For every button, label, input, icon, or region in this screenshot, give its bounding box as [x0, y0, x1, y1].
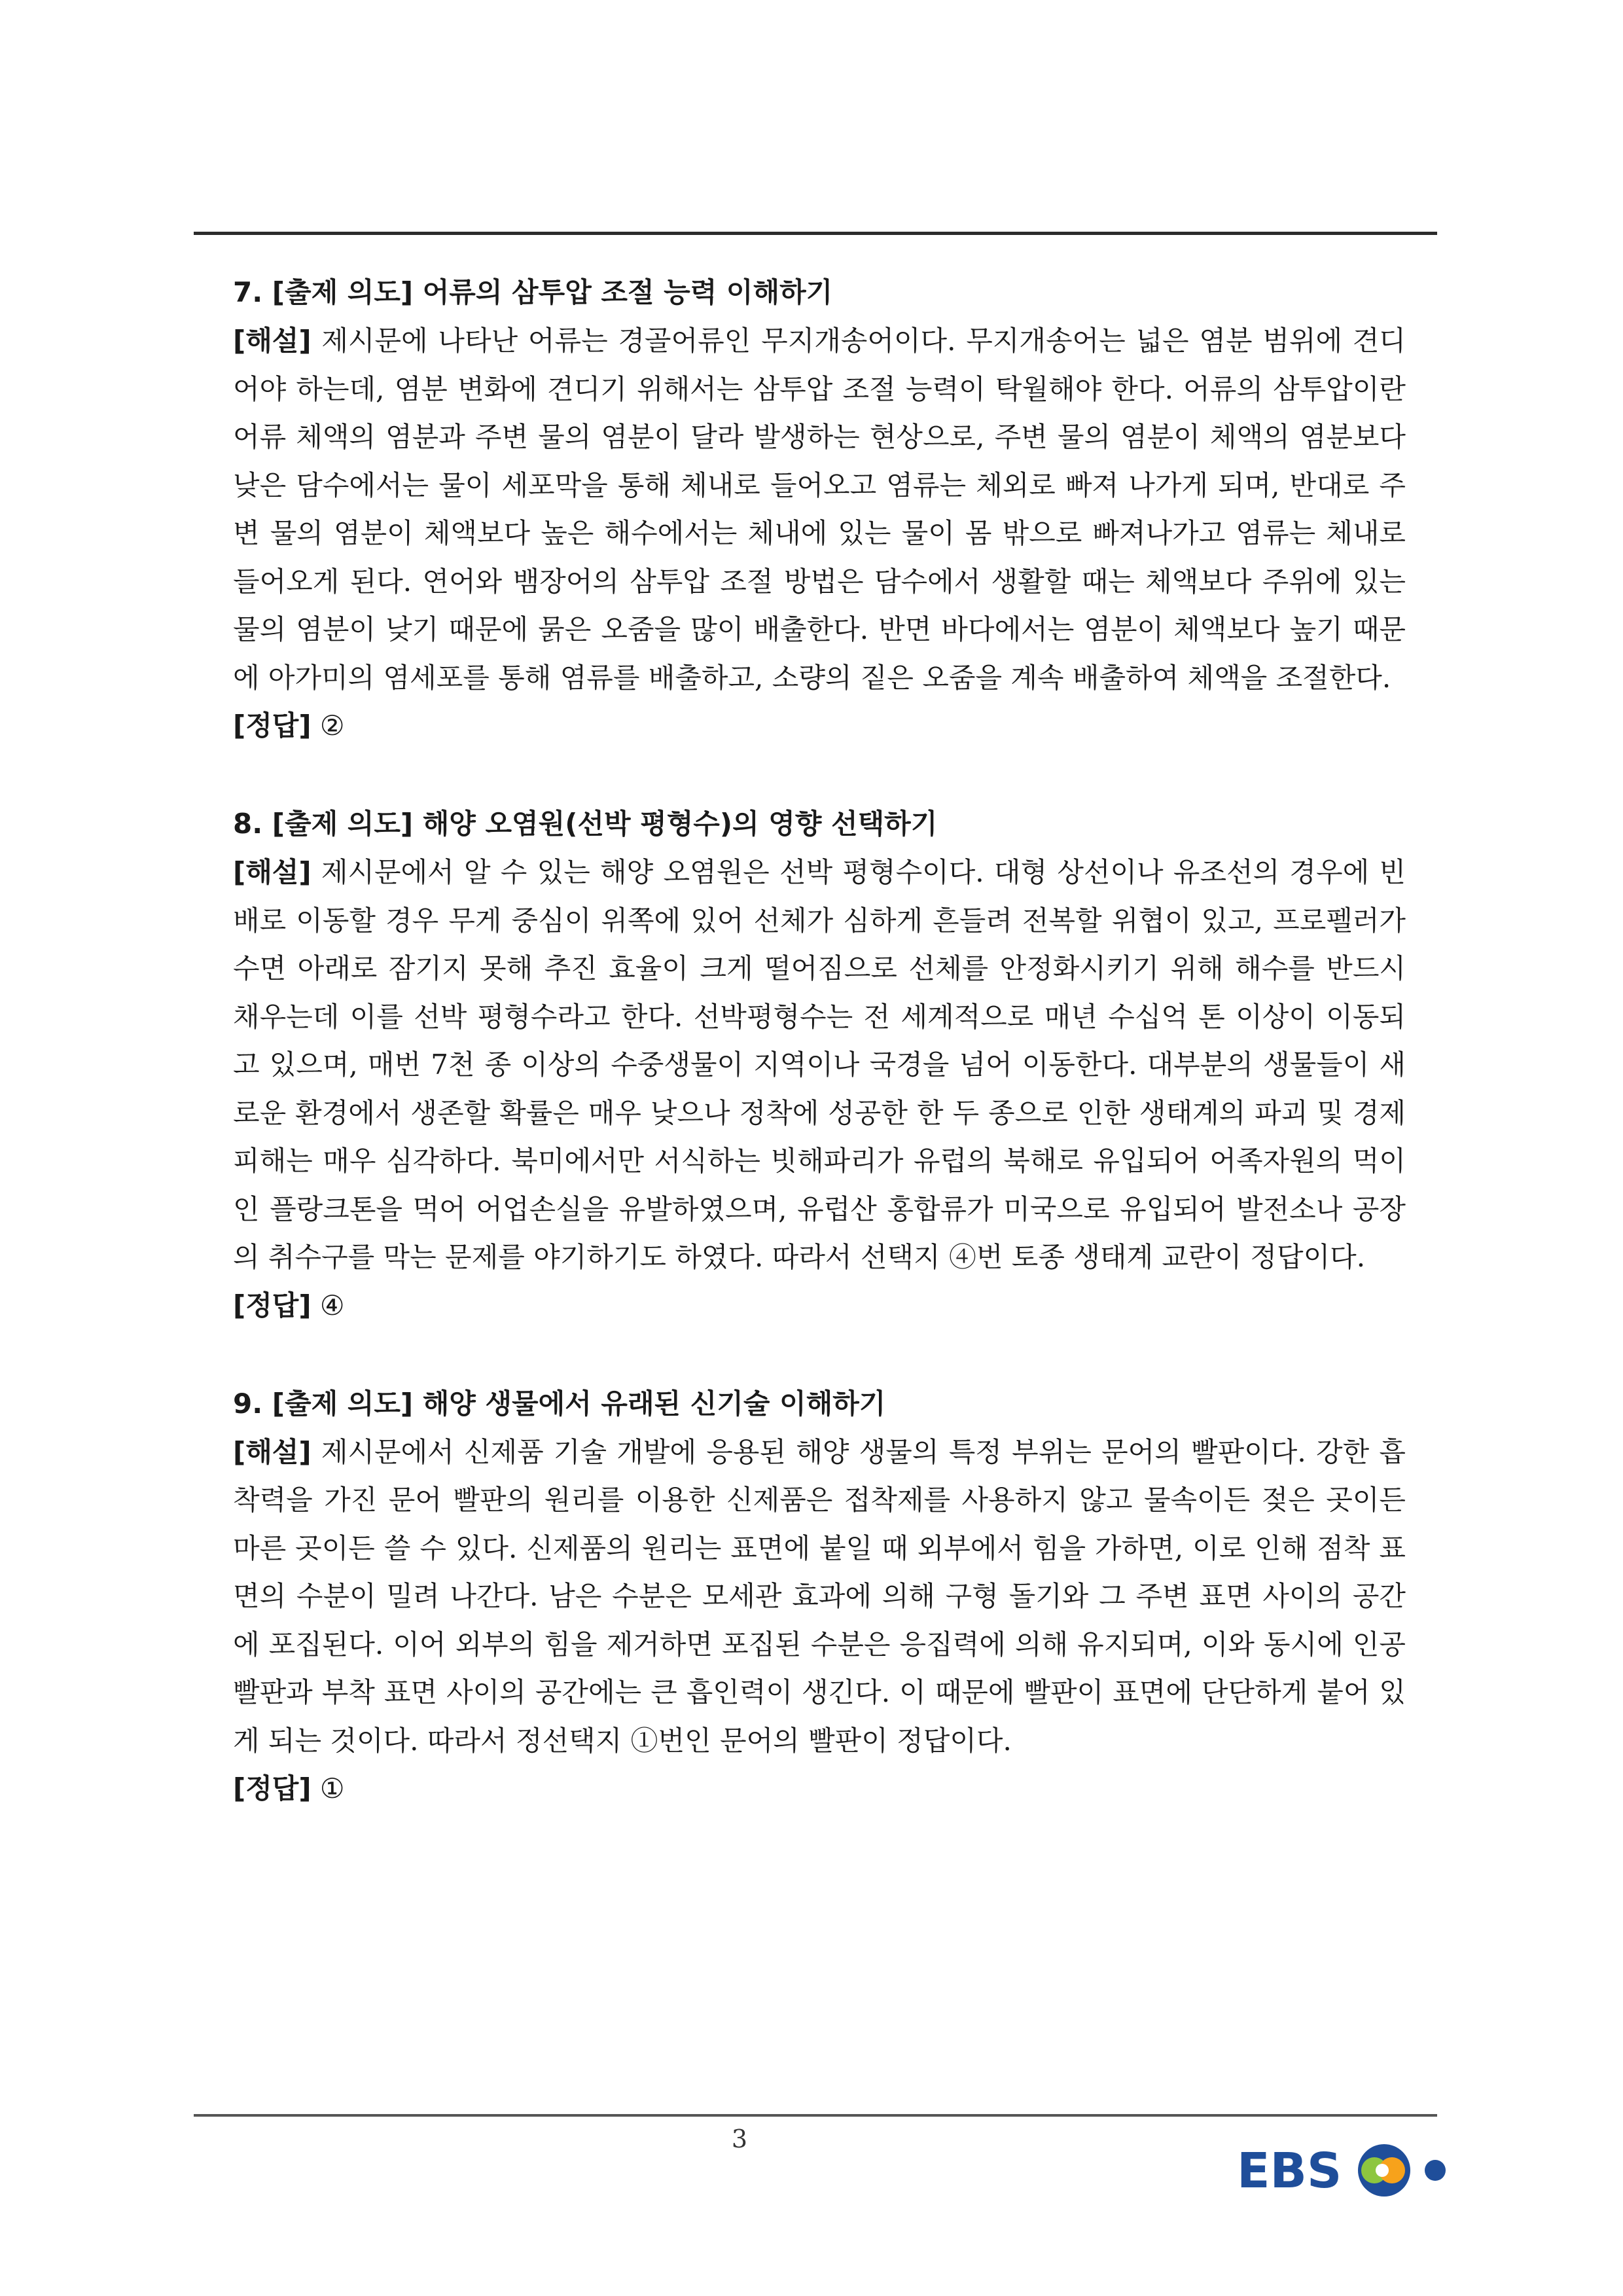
question-8 [233, 800, 1406, 1330]
question-7-explanation [233, 317, 1406, 702]
answer-label: [정답] [233, 709, 312, 742]
explanation-label: [해설] [233, 325, 312, 357]
footer-rule [194, 2114, 1437, 2117]
explanation-text: 제시문에서 신제품 기술 개발에 응용된 해양 생물의 특정 부위는 문어의 빨판이다. 강한 흡착력을 가진 문어 빨판의 원리를 이용한 신제품은 접착제를 사용하지 않고 물속이든 젖은 곳이든 마른 곳이든 쓸 수 있다. 신제품의 원리는 표면에 붙일 때 외부에서 힘을 가하면, 이로 인해 점착 표면의 수분이 밀려 나간다. 남은 수분은 모세관 효과에 의해 구형 돌기와 그 주변 표면 사이의 공간에 포집된다. 이어 외부의 힘을 제거하면 포집된 수분은 응집력에 의해 유지되며, 이와 동시에 인공 빨판과 부착 표면 사이의 공간에는 큰 흡인력이 생긴다. 이 때문에 빨판이 표면에 단단하게 붙어 있게 되는 것이다. 따라서 정선택지 ①번인 문어의 빨판이 정답이다. [233, 1435, 1406, 1757]
answer-label: [정답] [233, 1289, 312, 1321]
answer-value: ④ [311, 1289, 345, 1321]
question-9-heading: 9. [출제 의도] 해양 생물에서 유래된 신기술 이해하기 [233, 1387, 886, 1420]
answer-value: ② [311, 709, 345, 742]
answer-value: ① [311, 1772, 345, 1804]
answer-label: [정답] [233, 1772, 312, 1804]
question-8-answer [233, 1282, 1406, 1330]
question-8-explanation [233, 848, 1406, 1282]
question-7-heading: 7. [출제 의도] 어류의 삼투압 조절 능력 이해하기 [233, 276, 833, 308]
question-9 [233, 1380, 1406, 1814]
page-content [233, 268, 1406, 1863]
explanation-label: [해설] [233, 856, 312, 888]
ebs-logo-text: EBS [1237, 2143, 1342, 2199]
header-rule [194, 232, 1437, 235]
question-8-heading: 8. [출제 의도] 해양 오염원(선박 평형수)의 영향 선택하기 [233, 808, 938, 840]
explanation-text: 제시문에서 알 수 있는 해양 오염원은 선박 평형수이다. 대형 상선이나 유조선의 경우에 빈 배로 이동할 경우 무게 중심이 위쪽에 있어 선체가 심하게 흔들려 전복할 위협이 있고, 프로펠러가 수면 아래로 잠기지 못해 추진 효율이 크게 떨어짐으로 선체를 안정화시키기 위해 해수를 반드시 채우는데 이를 선박 평형수라고 한다. 선박평형수는 전 세계적으로 매년 수십억 톤 이상이 이동되고 있으며, 매번 7천 종 이상의 수중생물이 지역이나 국경을 넘어 이동한다. 대부분의 생물들이 새로운 환경에서 생존할 확률은 매우 낮으나 정착에 성공한 한 두 종으로 인한 생태계의 파괴 및 경제 피해는 매우 심각하다. 북미에서만 서식하는 빗해파리가 유럽의 북해로 유입되어 어족자원의 먹이인 플랑크톤을 먹어 어업손실을 유발하였으며, 유럽산 홍합류가 미국으로 유입되어 발전소나 공장의 취수구를 막는 문제를 야기하기도 하였다. 따라서 선택지 ④번 토종 생태계 교란이 정답이다. [233, 856, 1406, 1273]
explanation-text: 제시문에 나타난 어류는 경골어류인 무지개송어이다. 무지개송어는 넓은 염분 범위에 견디어야 하는데, 염분 변화에 견디기 위해서는 삼투압 조절 능력이 탁월해야 한다. 어류의 삼투압이란 어류 체액의 염분과 주변 물의 염분이 달라 발생하는 현상으로, 주변 물의 염분이 체액의 염분보다 낮은 담수에서는 물이 세포막을 통해 체내로 들어오고 염류는 체외로 빠져 나가게 되며, 반대로 주변 물의 염분이 체액보다 높은 해수에서는 체내에 있는 물이 몸 밖으로 빠져나가고 염류는 체내로 들어오게 된다. 연어와 뱀장어의 삼투압 조절 방법은 담수에서 생활할 때는 체액보다 주위에 있는 물의 염분이 낮기 때문에 묽은 오줌을 많이 배출한다. 반면 바다에서는 염분이 체액보다 높기 때문에 아가미의 염세포를 통해 염류를 배출하고, 소량의 짙은 오줌을 계속 배출하여 체액을 조절한다. [233, 325, 1406, 694]
logo-center-dot-icon [1376, 2164, 1389, 2177]
question-7 [233, 268, 1406, 750]
question-7-answer [233, 702, 1406, 750]
ebs-logo [1237, 2134, 1459, 2206]
question-9-answer [233, 1765, 1406, 1813]
page-number: 3 [731, 2125, 748, 2153]
explanation-label: [해설] [233, 1435, 312, 1468]
logo-small-dot-icon [1425, 2160, 1446, 2181]
question-9-explanation [233, 1428, 1406, 1765]
